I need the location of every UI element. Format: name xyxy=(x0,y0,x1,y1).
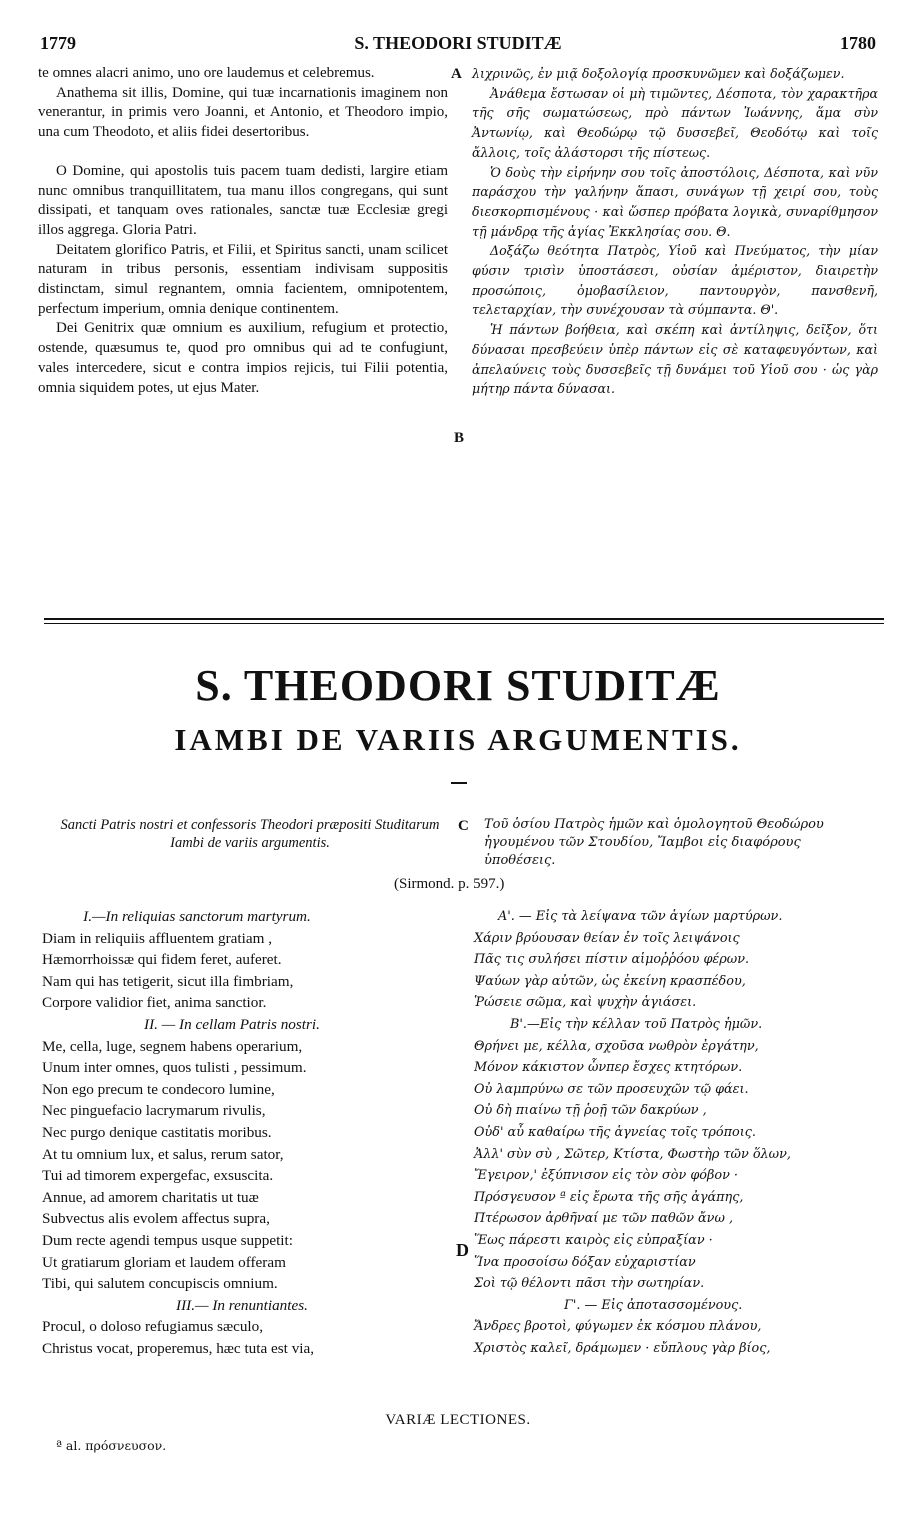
poem-heading: Β'.—Εἰς τὴν κέλλαν τοῦ Πατρὸς ἡμῶν. xyxy=(510,1016,763,1032)
verse-line: Πτέρωσον ἀρθῆναί με τῶν παθῶν ἄνω , xyxy=(474,1211,734,1227)
sub-title: IAMBI DE VARIIS ARGUMENTIS. xyxy=(174,722,742,757)
verse-line: Subvectus alis evolem affectus supra, xyxy=(42,1210,270,1228)
verse-line: Me, cella, luge, segnem habens operarium, xyxy=(42,1037,303,1055)
latin-paragraph: O Domine, qui apostolis tuis pacem tuam dedisti, largire etiam nunc omnibus tranquillitatem, tua manu illos congregans, qui sunt dissipati, et tanquam oves rationales, sanctæ tuæ Ecclesiæ gregi illos aggrega. Gloria Patri. xyxy=(38,162,448,238)
greek-paragraph: Ὁ δοὺς τὴν εἰρήνην σου τοῖς ἀποστόλοις, Δέσποτα, καὶ νῦν παράσχου τὴν γαλήνην ἅπασι, συνάγων τῇ χειρί σου, τοὺς διεσκορπισμένους · καὶ ὥσπερ πρόβατα λογικὰ, συναρίθμησον τῇ μάνδρᾳ τῆς ἁγίας Ἐκκλησίας σου. Θ. xyxy=(472,164,878,239)
latin-paragraph: te omnes alacri animo, uno ore laudemus et celebremus. xyxy=(38,65,375,81)
verse-line: Μόνον κάκιστον ὧνπερ ἔσχες κτητόρων. xyxy=(474,1060,743,1076)
verse-line: Ψαύων γὰρ αὐτῶν, ὡς ἐκείνη κρασπέδου, xyxy=(474,973,746,989)
verse-line: Nec purgo denique castitatis moribus. xyxy=(42,1123,272,1141)
verse-line: Ἄνδρες βροτοὶ, φύγωμεν ἐκ κόσμου πλάνου, xyxy=(474,1319,762,1335)
verse-line: Corpore validior fiet, anima sanctior. xyxy=(42,994,267,1012)
latin-paragraph: Dei Genitrix quæ omnium es auxilium, refugium et protectio, ostende, quæsumus te, quod pro omnibus qui ad te confugiunt, vales intercedere, sicut e contra impios rejicis, tui Filii potentia, omnia siquidem potes, ut ejus Mater. xyxy=(38,320,448,396)
sirmond-page: p. 597.) xyxy=(458,876,505,892)
divider-rule-thin xyxy=(44,623,884,624)
verse-line: Tui ad timorem expergefac, exsuscita. xyxy=(42,1167,274,1185)
variae-lectiones-heading: VARIÆ LECTIONES. xyxy=(385,1412,531,1428)
poem-heading: II. — In cellam Patris nostri. xyxy=(144,1015,320,1033)
verse-line: Non ego precum te condecoro lumine, xyxy=(42,1080,275,1098)
greek-paragraph: Δοξάζω θεότητα Πατρὸς, Υἱοῦ καὶ Πνεύματος, τὴν μίαν φύσιν τρισὶν ὑποστάσεσι, οὐσίαν ἀμέριστον, διαιρετὴν προσώποις, ὁμοβασίλειον, παντουργὸν, πανσθενῆ, τελεταρχίαν, τὴν συνέχουσαν τὰ σύμπαντα. Θ'. xyxy=(472,243,878,318)
latin-paragraph: Anathema sit illis, Domine, qui tuæ incarnationis imaginem non venerantur, in primis vero Joanni, et Antonio, et Theodoro impio, una cum Theodoto, et aliis fidei desertoribus. xyxy=(38,84,448,141)
greek-paragraph: Ἡ πάντων βοήθεια, καὶ σκέπη καὶ ἀντίληψις, δεῖξον, ὅτι δύνασαι πρεσβεύειν ὑπὲρ πάντων εἰς σὲ καταφευγόντων, καὶ ἀπελαύνεις τοὺς δυσσεβεῖς τῇ δυνάμει τοῦ Υἱοῦ σου · ὡς γὰρ μήτηρ πάντα δύνασαι. xyxy=(472,322,878,397)
intro-greek: Τοῦ ὁσίου Πατρὸς ἡμῶν καὶ ὁμολογητοῦ Θεοδώρου ἡγουμένου τῶν Στουδίου, Ἴαμβοι εἰς διαφόρους ὑποθέσεις. xyxy=(484,817,824,868)
verse-line: Οὐ λαμπρύνω σε τῶν προσευχῶν τῷ φάει. xyxy=(474,1081,749,1097)
margin-marker-a: A xyxy=(451,66,462,82)
verse-line: Ἵνα προσοίσω δόξαν εὐχαριστίαν xyxy=(474,1254,696,1270)
verse-line: Ἀλλ' σὺν σὺ , Σῶτερ, Κτίστα, Φωστὴρ τῶν ὅλων, xyxy=(474,1146,791,1162)
greek-paragraph: Ἀνάθεμα ἔστωσαν οἱ μὴ τιμῶντες, Δέσποτα, τὸν χαρακτῆρα τῆς σῆς σωματώσεως, πρὸ πάντων Ἰωάννης, ἅμα σὺν Ἀντωνίῳ, καὶ Θεοδώρῳ τῷ δυσσεβεῖ, Θεοδότῳ καὶ τοῖς ἄλλοις, τοῖς ἀλάστορσι τῆς πίστεως. xyxy=(472,85,878,160)
verse-line: Diam in reliquiis affluentem gratiam , xyxy=(42,929,272,947)
greek-column-top xyxy=(472,64,878,399)
verse-line: Ἔγειρον,' ἐξύπνισον εἰς τὸν σὸν φόβον · xyxy=(474,1168,739,1184)
footnote: ª al. πρόσνευσον. xyxy=(56,1438,167,1453)
verse-line: Χάριν βρύουσαν θείαν ἐν τοῖς λειψάνοις xyxy=(474,930,740,946)
page-number-left: 1779 xyxy=(40,33,76,53)
verse-line: Ἕως πάρεστι καιρὸς εἰς εὐπραξίαν · xyxy=(474,1232,713,1248)
verse-line: Procul, o doloso refugiamus sæculo, xyxy=(42,1318,264,1336)
divider-rule xyxy=(44,618,884,620)
margin-marker-d: D xyxy=(456,1240,469,1260)
verse-line: Οὐ δὴ πιαίνω τῇ ῥοῇ τῶν δακρύων , xyxy=(474,1103,707,1119)
verse-line: At tu omnium lux, et salus, rerum sator, xyxy=(42,1145,284,1163)
poem-heading: Α'. — Εἰς τὰ λείψανα τῶν ἁγίων μαρτύρων. xyxy=(498,909,783,924)
verse-line: Tibi, qui salutem concupiscis omnium. xyxy=(42,1275,278,1293)
margin-marker-c: C xyxy=(458,818,469,834)
verse-line: Σοὶ τῷ θέλοντι πᾶσι τὴν σωτηρίαν. xyxy=(474,1276,705,1292)
greek-verses xyxy=(474,906,884,1359)
poem-heading: III.— In renuntiantes. xyxy=(176,1296,308,1314)
verse-line: Πᾶς τις συλήσει πίστιν αἱμοῤῥόου φέρων. xyxy=(474,952,750,968)
poem-heading: Γ'. — Εἰς ἀποτασσομένους. xyxy=(564,1297,743,1313)
latin-column-top xyxy=(38,64,448,398)
latin-verses xyxy=(42,906,452,1359)
sirmond-reference xyxy=(394,876,504,893)
poem-heading: I.—In reliquias sanctorum martyrum. xyxy=(83,908,311,925)
greek-paragraph: λιχρινῶς, ἐν μιᾷ δοξολογίᾳ προσκυνῶμεν καὶ δοξάζωμεν. xyxy=(472,66,845,81)
title-dash xyxy=(451,782,467,784)
verse-line: Χριστὸς καλεῖ, δράμωμεν · εὔπλους γὰρ βίος, xyxy=(474,1340,771,1356)
verse-line: Dum recte agendi tempus usque suppetit: xyxy=(42,1231,293,1249)
running-title: S. THEODORI STUDITÆ xyxy=(354,33,562,53)
main-title: S. THEODORI STUDITÆ xyxy=(195,661,721,710)
verse-line: Unum inter omnes, quos tulisti , pessimum. xyxy=(42,1059,307,1077)
verse-line: Nam qui has tetigerit, sicut illa fimbriam, xyxy=(42,972,294,990)
verse-line: Ut gratiarum gloriam et laudem offeram xyxy=(42,1253,286,1271)
verse-line: Οὐδ' αὖ καθαίρω τῆς ἁγνείας τοῖς τρόποις. xyxy=(474,1124,756,1140)
verse-line: Θρήνει με, κέλλα, σχοῦσα νωθρὸν ἐργάτην, xyxy=(474,1038,759,1054)
margin-marker-b: B xyxy=(454,430,465,446)
verse-line: Ῥώσειε σῶμα, καὶ ψυχὴν ἁγιάσει. xyxy=(474,995,697,1011)
latin-paragraph: Deitatem glorifico Patris, et Filii, et Spiritus sancti, unam scilicet naturam in tribus personis, essentiam indivisam suppositis distinctam, simul regnantem, omnia facientem, omnipotentem, perfectum imperium, omnia denique continentem. xyxy=(38,241,448,317)
page-number-right: 1780 xyxy=(840,33,876,53)
verse-line: Πρόσγευσον ª εἰς ἔρωτα τῆς σῆς ἀγάπης, xyxy=(474,1189,744,1205)
verse-line: Christus vocat, properemus, hæc tuta est via, xyxy=(42,1339,315,1357)
verse-line: Hæmorrhoissæ qui fidem feret, auferet. xyxy=(42,951,282,969)
verse-line: Annue, ad amorem charitatis ut tuæ xyxy=(42,1188,259,1206)
verse-line: Nec pinguefacio lacrymarum rivulis, xyxy=(42,1102,266,1120)
intro-latin: Sancti Patris nostri et confessoris Theodori præpositi Studitarum Iambi de variis argumentis. xyxy=(60,817,440,851)
sirmond-label: (Sirmond. xyxy=(394,876,455,892)
